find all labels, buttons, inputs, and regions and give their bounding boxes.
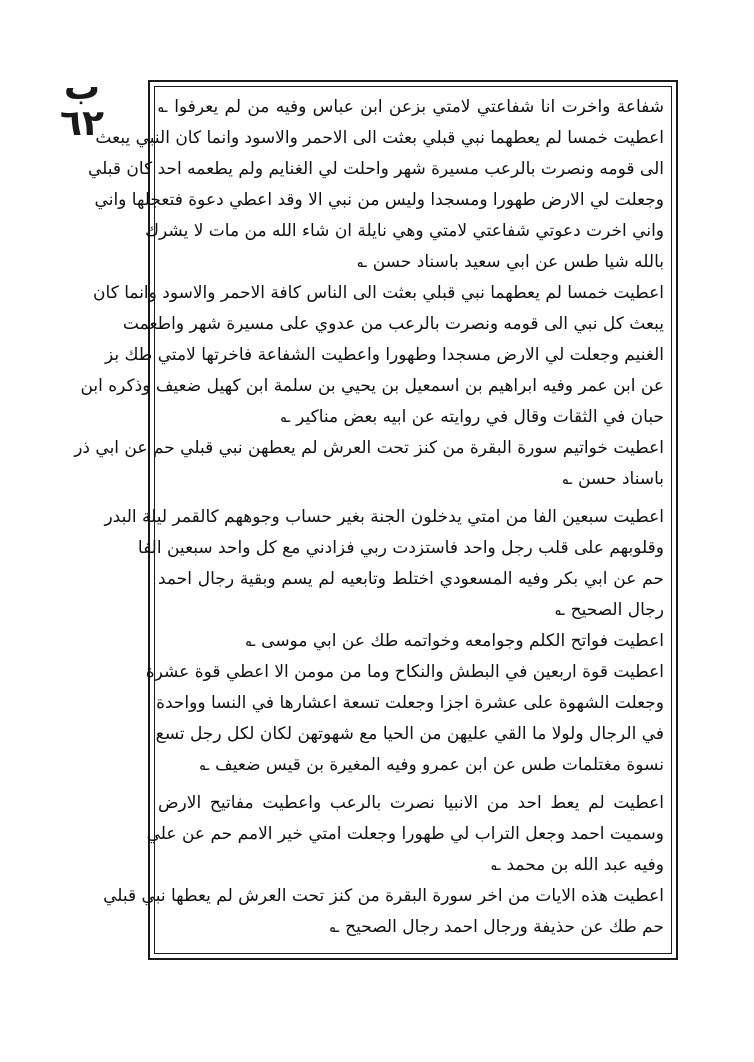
manuscript-text (74, 92, 668, 942)
text-line: باسناد حسن ؎ (562, 469, 664, 489)
text-line: وسميت احمد وجعل التراب لي طهورا وجعلت امتي خير الامم حم عن علي (146, 824, 664, 844)
text-line: نسوة مغتلمات طس عن ابن عمرو وفيه المغيرة بن قيس ضعيف ؎ (199, 755, 664, 775)
text-line: اعطيت سبعين الفا من امتي يدخلون الجنة بغير حساب وجوههم كالقمر ليلة البدر (104, 507, 664, 527)
text-line: واني اخرت دعوتي شفاعتي لامتي وهي نايلة ان شاء الله من مات لا يشرك (145, 221, 664, 241)
text-line: شفاعة واخرت انا شفاعتي لامتي بزعن ابن عباس وفيه من لم يعرفوا ؎ (158, 97, 664, 117)
text-line: الغنيم وجعلت لي الارض مسجدا وطهورا واعطيت الشفاعة فاخرتها لامتي طك بز (104, 345, 664, 365)
text-line: اعطيت خواتيم سورة البقرة من كنز تحت العرش لم يعطهن نبي قبلي حم عن ابي ذر (74, 438, 664, 458)
text-line: اعطيت خمسا لم يعطهما نبي قبلي بعثت الى الاحمر والاسود وانما كان النبي يبعث (95, 128, 664, 148)
text-line: يبعث كل نبي الى قومه ونصرت بالرعب من عدوي على مسيرة شهر واطعمت (122, 314, 664, 334)
text-line: عن ابن عمر وفيه ابراهيم بن اسمعيل بن يحيي بن سلمة ابن كهيل ضعيف وذكره ابن (80, 376, 664, 396)
text-line: اعطيت لم يعط احد من الانبيا نصرت بالرعب واعطيت مفاتيح الارض (158, 793, 664, 813)
folio-number: ب ٦٢ (60, 67, 104, 144)
text-line: اعطيت فواتح الكلم وجوامعه وخواتمه طك عن ابي موسى ؎ (245, 631, 664, 651)
text-line: في الرجال ولولا ما القي عليهن من الحيا مع شهوتهن لكان لكل رجل تسع (155, 724, 664, 744)
text-line: وفيه عبد الله بن محمد ؎ (491, 855, 664, 875)
text-line: حم طك عن حذيفة ورجال احمد رجال الصحيح ؎ (329, 917, 664, 937)
text-line: حبان في الثقات وقال في روايته عن ابيه بعض مناكير ؎ (280, 407, 664, 427)
text-line: اعطيت هذه الايات من اخر سورة البقرة من كنز تحت العرش لم يعطها نبي قبلي (103, 886, 664, 906)
text-line: الى قومه ونصرت بالرعب مسيرة شهر واحلت لي الغنايم ولم يطعمه احد كان قبلي (87, 159, 664, 179)
text-line: رجال الصحيح ؎ (555, 600, 664, 620)
text-line: حم عن ابي بكر وفيه المسعودي اختلط وتابعيه لم يسم وبقية رجال احمد (158, 569, 664, 589)
text-line: بالله شيا طس عن ابي سعيد باسناد حسن ؎ (357, 252, 664, 272)
text-line: وجعلت لي الارض طهورا ومسجدا وليس من نبي الا وقد اعطي دعوة فتعجلها واني (94, 190, 664, 210)
text-line: وجعلت الشهوة على عشرة اجزا وجعلت تسعة اعشارها في النسا وواحدة (156, 693, 664, 713)
text-line: اعطيت خمسا لم يعطهما نبي قبلي بعثت الى الناس كافة الاحمر والاسود وانما كان (93, 283, 664, 303)
text-line: وقلوبهم على قلب رجل واحد فاستزدت ربي فزادني مع كل واحد سبعين الفا (137, 538, 664, 558)
text-line: اعطيت قوة اربعين في البطش والنكاح وما من مومن الا اعطي قوة عشرة (145, 662, 664, 682)
